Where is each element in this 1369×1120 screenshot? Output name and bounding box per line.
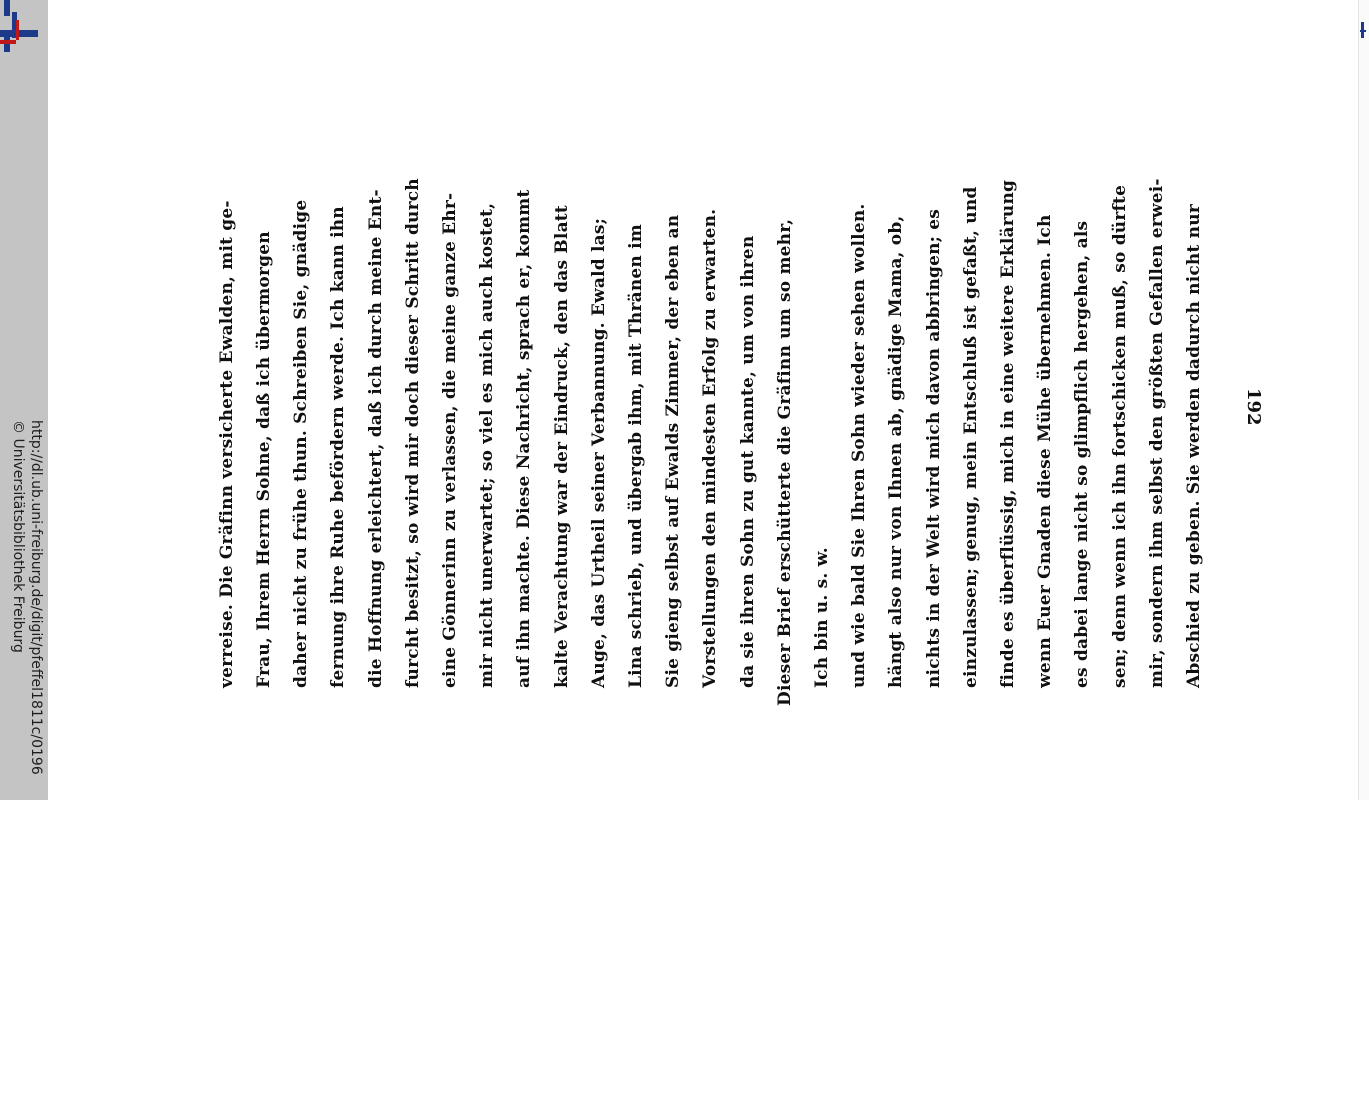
- text-line: kalte Verachtung war der Eindruck, den das Blatt: [551, 205, 572, 688]
- text-line: Sie gieng selbst auf Ewalds Zimmer, der eben an: [663, 214, 684, 688]
- text-line: Ich bin u. s. w.: [812, 547, 832, 688]
- page-marker-tick: [1360, 30, 1366, 32]
- text-line: mir, sondern ihm selbst den größten Gefallen erwei-: [1146, 178, 1167, 688]
- text-line: einzulassen; genug, mein Entschluß ist gefaßt, und: [960, 186, 981, 688]
- sidebar: [0, 0, 48, 800]
- page-number: 192: [1243, 388, 1264, 426]
- text-line: daher nicht zu frühe thun. Schreiben Sie, gnädige: [291, 199, 312, 688]
- text-line: nichts in der Welt wird mich davon abbringen; es: [923, 208, 944, 688]
- text-line: die Hoffnung erleichtert, daß ich durch meine Ent-: [365, 189, 386, 688]
- text-line: Auge, das Urtheil seiner Verbannung. Ewald las;: [588, 217, 609, 688]
- text-line: verreise. Die Gräfinn versicherte Ewalden, mit ge-: [216, 200, 237, 688]
- text-line: wenn Euer Gnaden diese Mühe übernehmen. Ich: [1035, 214, 1056, 688]
- text-line: fernung ihre Ruhe befördern werde. Ich kann ihn: [328, 206, 349, 688]
- source-url: http://dl.ub.uni-freiburg.de/digit/pfeffel1811c/0196: [28, 420, 44, 775]
- text-line: und wie bald Sie Ihren Sohn wieder sehen wollen.: [849, 203, 870, 688]
- text-line: furcht besitzt, so wird mir doch dieser Schritt durch: [402, 178, 423, 688]
- text-line: da sie ihren Sohn zu gut kannte, um von ihren: [737, 235, 758, 688]
- text-line: finde es überflüssig, mich in eine weitere Erklärung: [998, 179, 1018, 688]
- scrollbar[interactable]: [1358, 0, 1369, 800]
- copyright-notice: © Universitätsbibliothek Freiburg: [10, 420, 26, 653]
- text-line: eine Gönnerinn zu verlassen, die meine ganze Ehr-: [440, 192, 460, 688]
- source-caption: [4, 420, 44, 1120]
- library-logo-icon: [0, 0, 44, 52]
- text-line: Frau, Ihrem Herrn Sohne, daß ich übermorgen: [254, 231, 274, 688]
- text-line: Dieser Brief erschütterte die Gräfinn um so mehr,: [774, 218, 795, 706]
- text-line: Abschied zu geben. Sie werden dadurch nicht nur: [1184, 204, 1204, 688]
- text-line: mir nicht unerwartet; so viel es mich auch kostet,: [477, 202, 498, 688]
- text-line: sen; denn wenn ich ihn fortschicken muß, so dürfte: [1109, 184, 1130, 688]
- text-line: Lina schrieb, und übergab ihm, mit Thränen im: [626, 224, 646, 688]
- text-line: Vorstellungen den mindesten Erfolg zu erwarten.: [700, 208, 721, 688]
- text-line: hängt also nur von Ihnen ab, gnädige Mama, ob,: [886, 215, 907, 688]
- text-line: es dabei lange nicht so glimpflich hergehen, als: [1072, 220, 1093, 688]
- text-line: auf ihn machte. Diese Nachricht, sprach er, kommt: [514, 189, 535, 688]
